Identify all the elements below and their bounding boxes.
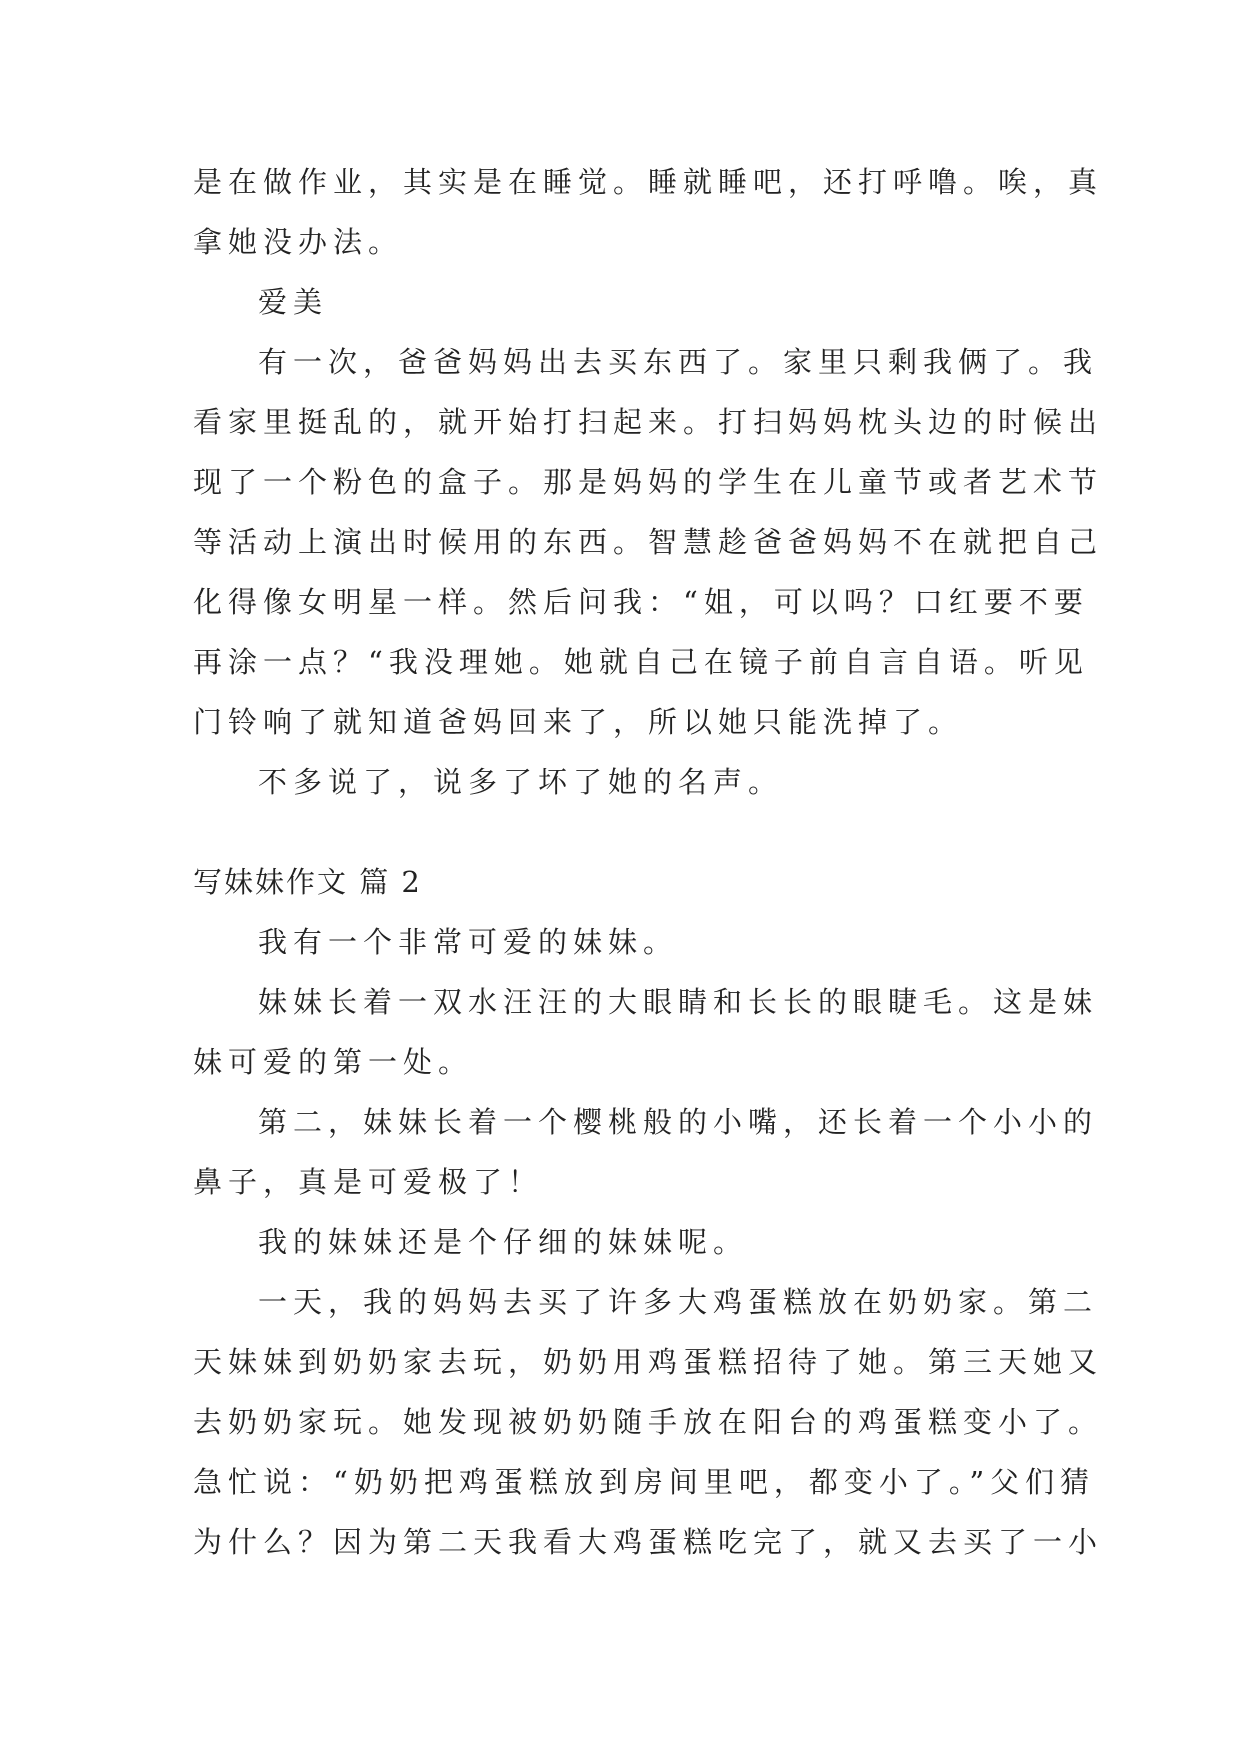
text-line: 我的妹妹还是个仔细的妹妹呢。 <box>258 1225 749 1259</box>
text-line: 门铃响了就知道爸妈回来了，所以她只能洗掉了。 <box>193 705 964 739</box>
text-line: 化得像女明星一样。然后问我：“姐，可以吗？口红要不要 <box>193 585 1089 619</box>
text-line: 看家里挺乱的，就开始打扫起来。打扫妈妈枕头边的时候出 <box>193 405 1104 439</box>
text-line: 为什么？因为第二天我看大鸡蛋糕吃完了，就又去买了一小 <box>193 1525 1104 1559</box>
text-line: 等活动上演出时候用的东西。智慧趁爸爸妈妈不在就把自己 <box>193 525 1104 559</box>
text-line: 不多说了，说多了坏了她的名声。 <box>258 765 784 799</box>
text-line: 一天，我的妈妈去买了许多大鸡蛋糕放在奶奶家。第二 <box>258 1285 1099 1319</box>
text-line: 妹妹长着一双水汪汪的大眼睛和长长的眼睫毛。这是妹 <box>258 985 1099 1019</box>
text-line: 急忙说：“奶奶把鸡蛋糕放到房间里吧，都变小了。”父们猜 <box>193 1465 1096 1499</box>
text-line: 再涂一点？“我没理她。她就自己在镜子前自言自语。听见 <box>193 645 1089 679</box>
essay-heading: 写妹妹作文 篇 2 <box>193 865 422 899</box>
text-line: 我有一个非常可爱的妹妹。 <box>258 925 679 959</box>
text-line: 第二，妹妹长着一个樱桃般的小嘴，还长着一个小小的 <box>258 1105 1099 1139</box>
text-line: 天妹妹到奶奶家去玩，奶奶用鸡蛋糕招待了她。第三天她又 <box>193 1345 1104 1379</box>
text-line: 拿她没办法。 <box>193 225 404 259</box>
text-line: 是在做作业，其实是在睡觉。睡就睡吧，还打呼噜。唉，真 <box>193 165 1104 199</box>
text-line: 有一次，爸爸妈妈出去买东西了。家里只剩我俩了。我 <box>258 345 1099 379</box>
text-line: 去奶奶家玩。她发现被奶奶随手放在阳台的鸡蛋糕变小了。 <box>193 1405 1104 1439</box>
text-line: 妹可爱的第一处。 <box>193 1045 474 1079</box>
section-subtitle: 爱美 <box>258 285 329 319</box>
text-line: 现了一个粉色的盒子。那是妈妈的学生在儿童节或者艺术节 <box>193 465 1104 499</box>
text-line: 鼻子，真是可爱极了！ <box>193 1165 544 1199</box>
